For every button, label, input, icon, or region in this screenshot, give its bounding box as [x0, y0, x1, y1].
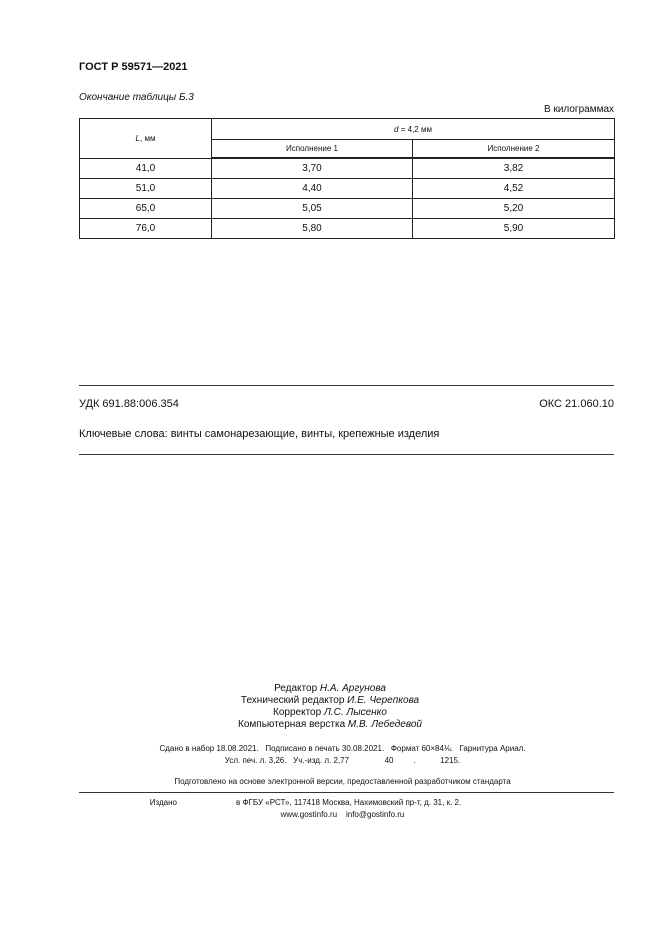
layout-line: Компьютерная верстка М.В. Лебедевой: [238, 719, 422, 730]
table-caption: Окончание таблицы Б.3: [79, 92, 194, 103]
table-row: [80, 158, 615, 179]
publisher-contacts: www.gostinfo.ru info@gostinfo.ru: [280, 810, 405, 819]
tech-editor-line: Технический редактор И.Е. Черепкова: [240, 695, 420, 706]
table-units: В килограммах: [544, 104, 614, 115]
column-header-variant-2: Исполнение 2: [413, 140, 615, 159]
cell-length: 76,0: [80, 219, 212, 239]
cell-variant-2: 4,52: [413, 179, 615, 199]
length-variable: L: [135, 133, 140, 143]
udk-code: УДК 691.88:006.354: [79, 398, 179, 410]
oks-code: ОКС 21.060.10: [539, 398, 614, 410]
tech-editor-name: И.Е. Черепкова: [347, 695, 420, 706]
divider-publisher: [79, 792, 614, 793]
column-header-length: [80, 119, 212, 159]
diameter-variable: d: [394, 124, 399, 134]
keywords: Ключевые слова: винты самонарезающие, винты, крепежные изделия: [79, 428, 440, 440]
print-info: [80, 743, 605, 767]
table-row: [80, 199, 615, 219]
publisher-address: в ФГБУ «РСТ», 117418 Москва, Нахимовский пр-т, д. 31, к. 2.: [236, 798, 462, 807]
layout-name: М.В. Лебедевой: [347, 719, 422, 730]
cell-length: 65,0: [80, 199, 212, 219]
diameter-value: = 4,2 мм: [398, 124, 432, 134]
cell-variant-1: 3,70: [212, 158, 413, 179]
length-unit: , мм: [140, 133, 156, 143]
cell-variant-1: 4,40: [212, 179, 413, 199]
cell-variant-2: 5,20: [413, 199, 615, 219]
weight-table: [79, 118, 615, 239]
divider-top: [79, 385, 614, 386]
cell-variant-1: 5,05: [212, 199, 413, 219]
corrector-line: Корректор Л.С. Лысенко: [273, 707, 387, 718]
cell-variant-2: 3,82: [413, 158, 615, 179]
column-header-variant-1: Исполнение 1: [212, 140, 413, 159]
cell-variant-1: 5,80: [212, 219, 413, 239]
prepared-note: Подготовлено на основе электронной версии, предоставленной разработчиком стандарта: [174, 777, 511, 786]
table-row: [80, 179, 615, 199]
divider-bottom: [79, 454, 614, 455]
cell-length: 41,0: [80, 158, 212, 179]
credits-block: [200, 683, 460, 731]
publisher-label: Издано: [149, 798, 177, 807]
corrector-name: Л.С. Лысенко: [323, 707, 387, 718]
document-header: ГОСТ Р 59571—2021: [79, 61, 188, 73]
table-row: [80, 219, 615, 239]
publisher-block: [80, 797, 605, 821]
print-info-line-2: Усл. печ. л. 3,26. Уч.-изд. л. 2,77 40 . 1215.: [224, 756, 461, 765]
cell-variant-2: 5,90: [413, 219, 615, 239]
editor-name: Н.А. Аргунова: [319, 683, 386, 694]
editor-line: Редактор Н.А. Аргунова: [274, 683, 386, 694]
print-info-line-1: Сдано в набор 18.08.2021. Подписано в печать 30.08.2021. Формат 60×84⅛. Гарнитура Ариал.: [159, 744, 526, 753]
column-header-diameter: [212, 119, 615, 140]
cell-length: 51,0: [80, 179, 212, 199]
